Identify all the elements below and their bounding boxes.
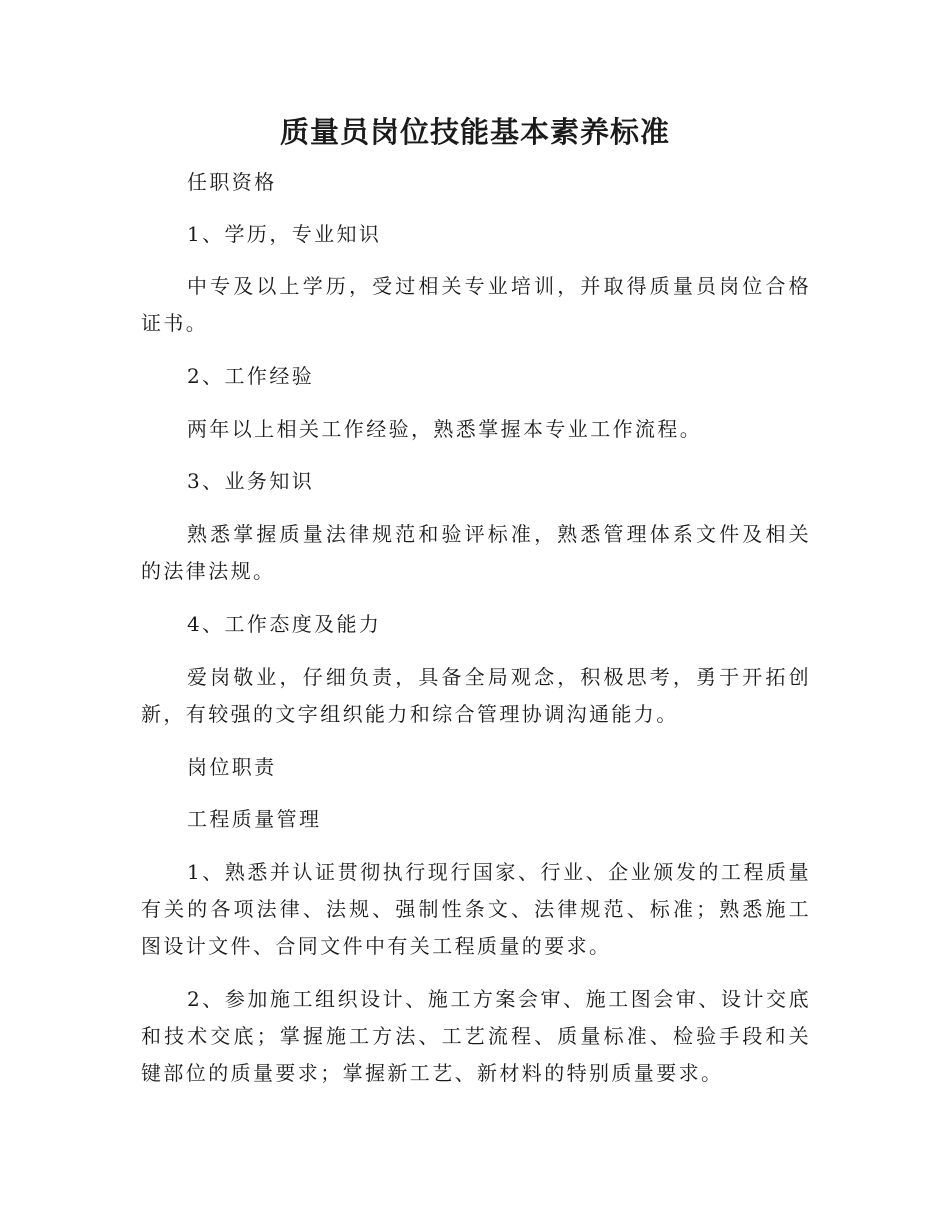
section-heading-qualifications: 任职资格: [187, 170, 277, 194]
paragraph-duty-1: 1、熟悉并认证贯彻执行现行国家、行业、企业颁发的工程质量有关的各项法律、法规、强制性条文、法律规范、标准；熟悉施工图设计文件、合同文件中有关工程质量的要求。: [141, 860, 811, 958]
paragraph-experience: 两年以上相关工作经验，熟悉掌握本专业工作流程。: [187, 417, 703, 441]
paragraph-education: 中专及以上学历，受过相关专业培训，并取得质量员岗位合格证书。: [141, 274, 811, 335]
subsection-heading-quality-management: 工程质量管理: [187, 807, 322, 831]
item-heading-education: 1、学历，专业知识: [187, 222, 382, 246]
item-heading-experience: 2、工作经验: [187, 364, 315, 388]
paragraph-duty-2: 2、参加施工组织设计、施工方案会审、施工图会审、设计交底和技术交底；掌握施工方法、工艺流程、质量标准、检验手段和关键部位的质量要求；掌握新工艺、新材料的特别质量要求。: [141, 987, 811, 1085]
paragraph-attitude: 爱岗敬业，仔细负责，具备全局观念，积极思考，勇于开拓创新，有较强的文字组织能力和综合管理协调沟通能力。: [141, 665, 811, 726]
document-title: 质量员岗位技能基本素养标准: [279, 115, 670, 149]
item-heading-attitude: 4、工作态度及能力: [187, 612, 382, 636]
paragraph-business-knowledge: 熟悉掌握质量法律规范和验评标准，熟悉管理体系文件及相关的法律法规。: [141, 522, 811, 583]
section-heading-duties: 岗位职责: [187, 755, 277, 779]
item-heading-business-knowledge: 3、业务知识: [187, 469, 315, 493]
